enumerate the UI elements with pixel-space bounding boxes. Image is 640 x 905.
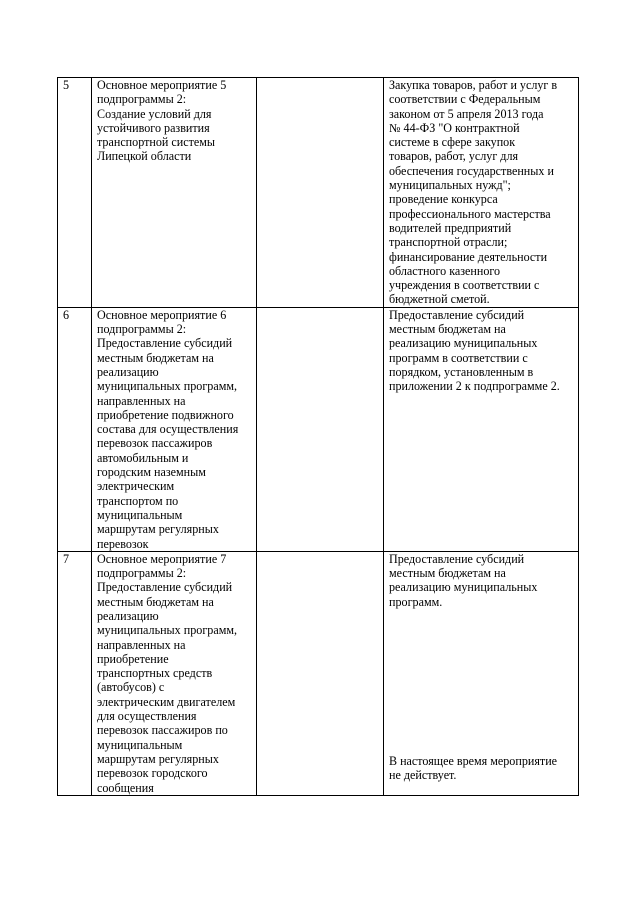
text-line: финансирование деятельности bbox=[389, 249, 548, 264]
measure-name bbox=[92, 307, 257, 551]
text-line: Закупка товаров, работ и услуг в bbox=[389, 78, 558, 92]
text-line: Основное мероприятие 7 bbox=[97, 551, 227, 566]
text-line: (автобусов) с bbox=[97, 680, 165, 695]
text-line: направленных на bbox=[97, 637, 186, 652]
measure-name bbox=[92, 78, 257, 308]
text-line: местным бюджетам на bbox=[97, 594, 214, 609]
text-line: № 44-ФЗ "О контрактной bbox=[389, 120, 520, 135]
text-line: приобретение подвижного bbox=[97, 407, 234, 422]
text-line: муниципальных программ, bbox=[97, 379, 238, 394]
text-line: транспортом по bbox=[97, 493, 179, 508]
text-line: реализацию bbox=[97, 608, 159, 623]
table-row bbox=[58, 78, 579, 308]
text-line: порядком, установленным в bbox=[389, 364, 534, 379]
text-line: В настоящее время мероприятие bbox=[389, 753, 558, 768]
text-line: не действует. bbox=[389, 768, 457, 783]
text-line: программ в соответствии с bbox=[389, 350, 528, 365]
text-line: обеспечения государственных и bbox=[389, 163, 554, 178]
text-line: транспортной системы bbox=[97, 135, 216, 150]
text-line: реализацию bbox=[97, 364, 159, 379]
text-line: приложении 2 к подпрограмме 2. bbox=[389, 379, 560, 394]
text-line: приобретение bbox=[97, 651, 169, 666]
text-line: Предоставление субсидий bbox=[389, 307, 525, 322]
text-line: товаров, работ, услуг для bbox=[389, 149, 519, 164]
empty-cell bbox=[257, 551, 384, 795]
text-line: городским наземным bbox=[97, 465, 206, 480]
text-line: муниципальных нужд"; bbox=[389, 178, 511, 193]
text-line: маршрутам регулярных bbox=[97, 522, 219, 537]
text-line: подпрограммы 2: bbox=[97, 322, 187, 337]
text-line: системе в сфере закупок bbox=[389, 135, 516, 150]
text-line: бюджетной сметой. bbox=[389, 292, 490, 307]
text-line: Предоставление субсидий bbox=[97, 336, 233, 351]
text-line: транспортной отрасли; bbox=[389, 235, 508, 250]
text-line: реализацию муниципальных bbox=[389, 336, 538, 351]
empty-cell bbox=[257, 78, 384, 308]
table-row bbox=[58, 307, 579, 551]
text-line: муниципальных программ, bbox=[97, 623, 238, 638]
text-line: Основное мероприятие 6 bbox=[97, 307, 227, 322]
text-line: Предоставление субсидий bbox=[97, 580, 233, 595]
text-line: местным бюджетам на bbox=[389, 566, 506, 581]
text-line: перевозок городского bbox=[97, 766, 208, 781]
text-line: автомобильным и bbox=[97, 450, 189, 465]
text-line: подпрограммы 2: bbox=[97, 566, 187, 581]
empty-cell bbox=[257, 307, 384, 551]
text-line: Предоставление субсидий bbox=[389, 551, 525, 566]
measures-table bbox=[57, 77, 579, 796]
status-note bbox=[389, 754, 575, 783]
measure-description bbox=[384, 551, 579, 795]
text-line: Основное мероприятие 5 bbox=[97, 78, 227, 92]
text-line: проведение конкурса bbox=[389, 192, 498, 207]
text-line: муниципальным bbox=[97, 737, 183, 752]
text-line: маршрутам регулярных bbox=[97, 751, 219, 766]
text-line: состава для осуществления bbox=[97, 422, 239, 437]
text-line: областного казенного bbox=[389, 263, 501, 278]
text-line: для осуществления bbox=[97, 709, 197, 724]
text-line: Создание условий для bbox=[97, 106, 212, 121]
table-row bbox=[58, 551, 579, 795]
text-line: устойчивого развития bbox=[97, 120, 210, 135]
text-line: профессионального мастерства bbox=[389, 206, 551, 221]
text-line: транспортных средств bbox=[97, 666, 213, 681]
text-line: электрическим двигателем bbox=[97, 694, 236, 709]
text-line: муниципальным bbox=[97, 507, 183, 522]
measure-name bbox=[92, 551, 257, 795]
measure-description bbox=[384, 78, 579, 308]
description-text bbox=[389, 552, 575, 609]
text-line: программ. bbox=[389, 594, 443, 609]
text-line: электрическим bbox=[97, 479, 175, 494]
text-line: перевозок bbox=[97, 536, 149, 551]
text-line: направленных на bbox=[97, 393, 186, 408]
text-line: учреждения в соответствии с bbox=[389, 278, 540, 293]
text-line: Липецкой области bbox=[97, 149, 192, 164]
text-line: соответствии с Федеральным bbox=[389, 92, 541, 107]
text-line: водителей предприятий bbox=[389, 220, 512, 235]
text-line: перевозок пассажиров bbox=[97, 436, 213, 451]
text-line: местным бюджетам на bbox=[389, 322, 506, 337]
row-number: 6 bbox=[58, 307, 92, 551]
row-number: 7 bbox=[58, 551, 92, 795]
measure-description bbox=[384, 307, 579, 551]
text-line: перевозок пассажиров по bbox=[97, 723, 228, 738]
text-line: местным бюджетам на bbox=[97, 350, 214, 365]
text-line: подпрограммы 2: bbox=[97, 92, 187, 107]
text-line: реализацию муниципальных bbox=[389, 580, 538, 595]
text-line: законом от 5 апреля 2013 года bbox=[389, 106, 544, 121]
text-line: сообщения bbox=[97, 780, 154, 795]
row-number: 5 bbox=[58, 78, 92, 308]
